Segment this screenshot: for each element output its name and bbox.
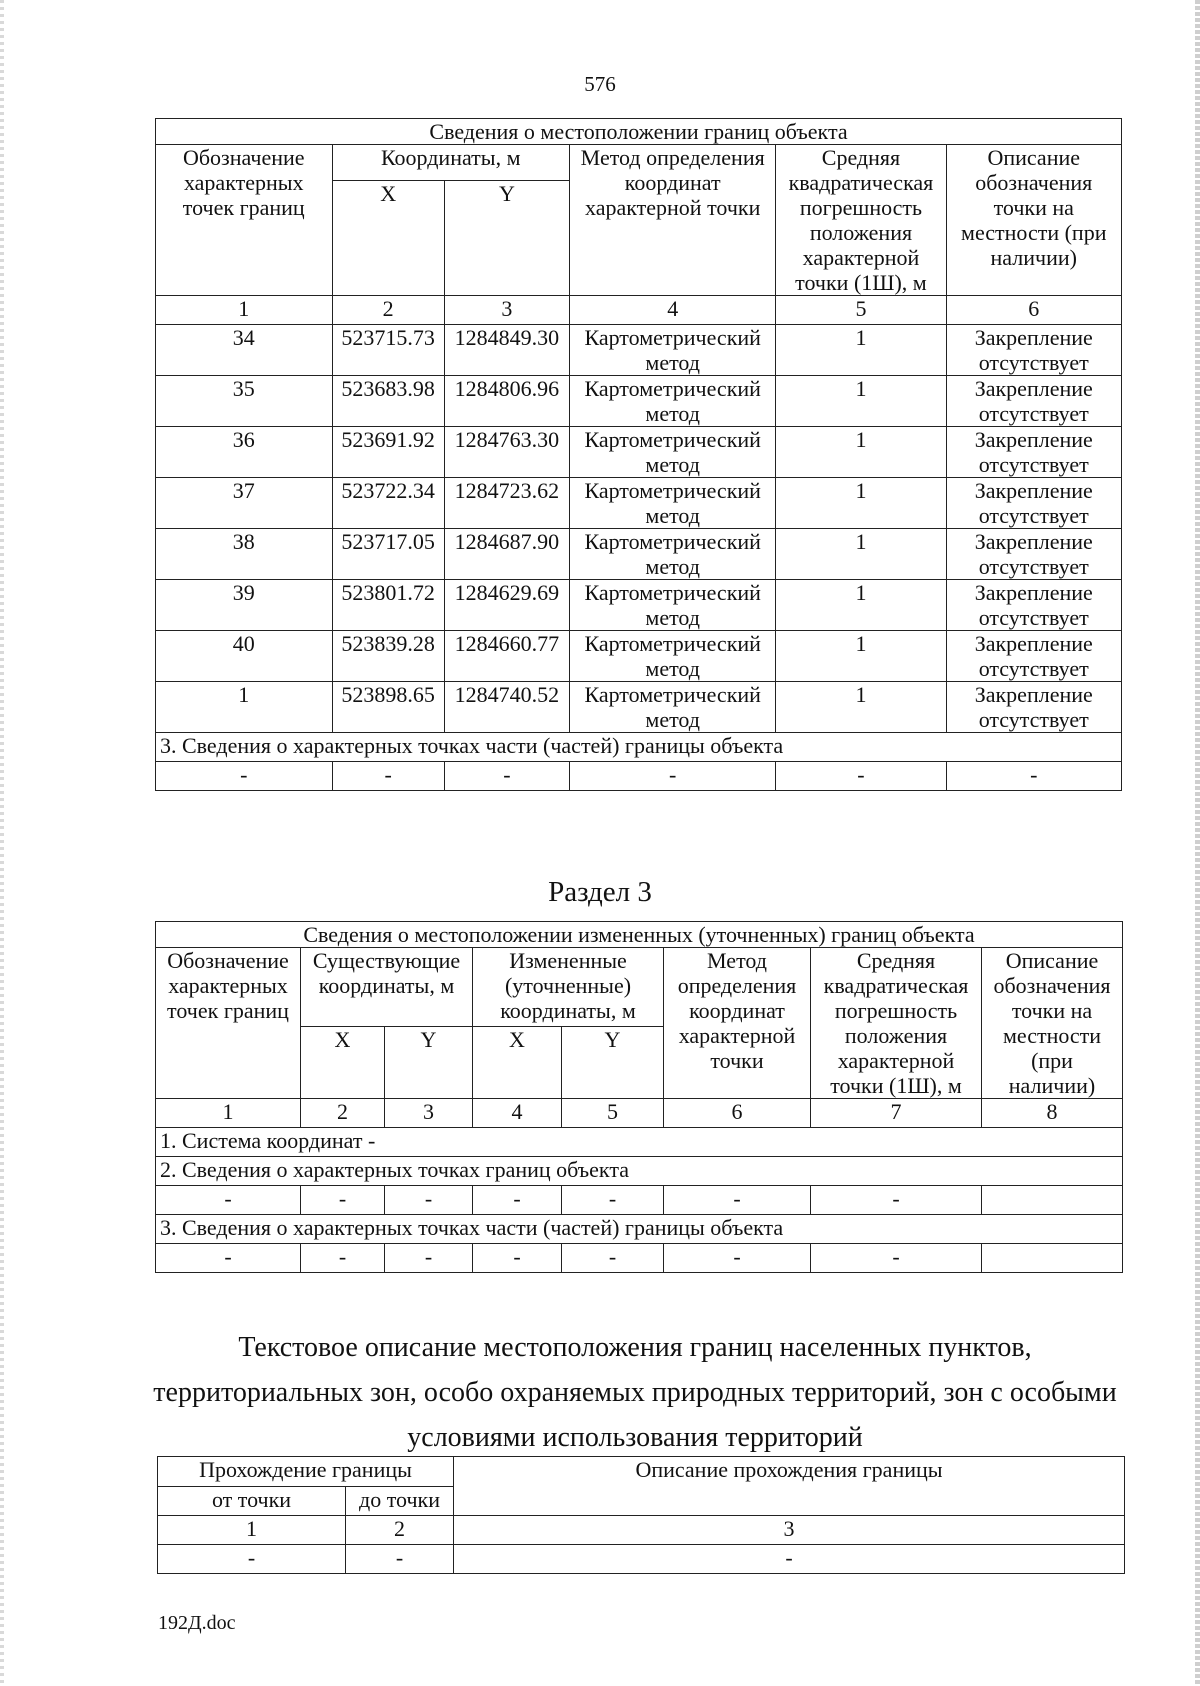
header-x: X <box>332 181 444 296</box>
point-id: 36 <box>156 427 333 478</box>
column-number: 4 <box>569 296 775 325</box>
method: Картометрический метод <box>569 631 775 682</box>
empty-cell: - <box>454 1545 1125 1574</box>
footer-filename: 192Д.doc <box>158 1612 236 1634</box>
empty-cell: - <box>385 1244 473 1273</box>
coord-x: 523717.05 <box>332 529 444 580</box>
column-number: 2 <box>301 1099 385 1128</box>
scan-edge-right <box>1195 0 1200 1686</box>
description: Закрепление отсутствует <box>946 529 1122 580</box>
point-id: 39 <box>156 580 333 631</box>
column-number: 3 <box>444 296 569 325</box>
point-id: 35 <box>156 376 333 427</box>
column-number: 4 <box>473 1099 562 1128</box>
empty-cell: - <box>346 1545 454 1574</box>
changed-boundary-table <box>155 921 1123 1273</box>
text-description-heading: Текстовое описание местоположения границ населенных пунктов, территориальных зон, особо охраняемых природных территорий, зон с особыми условиями использования территорий <box>153 1332 1117 1453</box>
coord-y: 1284629.69 <box>444 580 569 631</box>
table-row <box>156 325 1122 376</box>
coord-y: 1284660.77 <box>444 631 569 682</box>
coord-x: 523801.72 <box>332 580 444 631</box>
empty-cell: - <box>811 1186 982 1215</box>
empty-cell: - <box>156 1244 301 1273</box>
accuracy: 1 <box>776 325 946 376</box>
accuracy: 1 <box>776 478 946 529</box>
column-number: 5 <box>562 1099 664 1128</box>
coord-x: 523715.73 <box>332 325 444 376</box>
empty-cell <box>982 1244 1123 1273</box>
table-row <box>156 478 1122 529</box>
empty-cell: - <box>562 1186 664 1215</box>
header-y: Y <box>385 1027 473 1099</box>
coord-y: 1284740.52 <box>444 682 569 733</box>
scan-edge-left <box>0 0 4 1686</box>
column-number: 8 <box>982 1099 1123 1128</box>
coord-y: 1284763.30 <box>444 427 569 478</box>
part-section-label: 3. Сведения о характерных точках части (частей) границы объекта <box>156 1215 1123 1244</box>
header-y: Y <box>562 1027 664 1099</box>
column-number: 1 <box>156 296 333 325</box>
method: Картометрический метод <box>569 580 775 631</box>
description: Закрепление отсутствует <box>946 682 1122 733</box>
header-coords: Координаты, м <box>332 145 569 181</box>
empty-cell: - <box>664 1186 811 1215</box>
header-method: Метод определения координат характерной точки <box>569 145 775 296</box>
coord-x: 523898.65 <box>332 682 444 733</box>
header-accuracy: Средняя квадратическая погрешность положения характерной точки (1Ш), м <box>811 948 982 1099</box>
header-passage-description: Описание прохождения границы <box>454 1457 1125 1516</box>
accuracy: 1 <box>776 376 946 427</box>
part-section-label: 3. Сведения о характерных точках части (частей) границы объекта <box>156 733 1122 762</box>
header-changed-coords: Измененные (уточненные) координаты, м <box>473 948 664 1027</box>
point-id: 38 <box>156 529 333 580</box>
empty-cell: - <box>156 1186 301 1215</box>
coord-system-label: 1. Система координат - <box>156 1128 1123 1157</box>
header-description: Описание обозначения точки на местности (при наличии) <box>946 145 1122 296</box>
coord-y: 1284687.90 <box>444 529 569 580</box>
header-accuracy: Средняя квадратическая погрешность положения характерной точки (1Ш), м <box>776 145 946 296</box>
description: Закрепление отсутствует <box>946 376 1122 427</box>
method: Картометрический метод <box>569 478 775 529</box>
point-id: 1 <box>156 682 333 733</box>
column-number: 7 <box>811 1099 982 1128</box>
method: Картометрический метод <box>569 376 775 427</box>
header-method: Метод определения координат характерной точки <box>664 948 811 1099</box>
empty-cell: - <box>385 1186 473 1215</box>
empty-cell: - <box>158 1545 346 1574</box>
method: Картометрический метод <box>569 529 775 580</box>
description: Закрепление отсутствует <box>946 580 1122 631</box>
description: Закрепление отсутствует <box>946 631 1122 682</box>
column-number: 5 <box>776 296 946 325</box>
header-passage: Прохождение границы <box>158 1457 454 1487</box>
description: Закрепление отсутствует <box>946 478 1122 529</box>
header-y: Y <box>444 181 569 296</box>
empty-cell: - <box>332 762 444 791</box>
table-title: Сведения о местоположении границ объекта <box>156 119 1122 145</box>
coord-y: 1284806.96 <box>444 376 569 427</box>
accuracy: 1 <box>776 682 946 733</box>
column-number: 1 <box>156 1099 301 1128</box>
method: Картометрический метод <box>569 682 775 733</box>
empty-cell <box>982 1186 1123 1215</box>
empty-cell: - <box>444 762 569 791</box>
column-number: 3 <box>385 1099 473 1128</box>
empty-cell: - <box>811 1244 982 1273</box>
empty-cell: - <box>473 1244 562 1273</box>
coord-x: 523683.98 <box>332 376 444 427</box>
column-number: 1 <box>158 1516 346 1545</box>
point-id: 40 <box>156 631 333 682</box>
empty-cell: - <box>664 1244 811 1273</box>
empty-cell: - <box>301 1244 385 1273</box>
table-title: Сведения о местоположении измененных (уточненных) границ объекта <box>156 922 1123 948</box>
header-description: Описание обозначения точки на местности (при наличии) <box>982 948 1123 1099</box>
header-to-point: до точки <box>346 1487 454 1516</box>
header-point: Обозначение характерных точек границ <box>156 948 301 1099</box>
method: Картометрический метод <box>569 427 775 478</box>
table-row <box>156 580 1122 631</box>
table-row <box>156 427 1122 478</box>
empty-cell: - <box>946 762 1122 791</box>
point-id: 34 <box>156 325 333 376</box>
coord-x: 523691.92 <box>332 427 444 478</box>
coord-y: 1284849.30 <box>444 325 569 376</box>
empty-cell: - <box>776 762 946 791</box>
column-number: 3 <box>454 1516 1125 1545</box>
column-number: 2 <box>332 296 444 325</box>
coord-y: 1284723.62 <box>444 478 569 529</box>
header-point: Обозначение характерных точек границ <box>156 145 333 296</box>
table-row <box>156 682 1122 733</box>
header-existing-coords: Существующие координаты, м <box>301 948 473 1027</box>
empty-cell: - <box>156 762 333 791</box>
page-number: 576 <box>584 72 616 96</box>
empty-cell: - <box>562 1244 664 1273</box>
table-row <box>156 376 1122 427</box>
method: Картометрический метод <box>569 325 775 376</box>
section-title: Раздел 3 <box>548 876 652 908</box>
accuracy: 1 <box>776 529 946 580</box>
description: Закрепление отсутствует <box>946 427 1122 478</box>
points-section-label: 2. Сведения о характерных точках границ объекта <box>156 1157 1123 1186</box>
coord-x: 523722.34 <box>332 478 444 529</box>
point-id: 37 <box>156 478 333 529</box>
accuracy: 1 <box>776 427 946 478</box>
boundary-passage-table <box>157 1456 1125 1574</box>
column-number: 6 <box>946 296 1122 325</box>
header-x: X <box>473 1027 562 1099</box>
coord-x: 523839.28 <box>332 631 444 682</box>
empty-cell: - <box>301 1186 385 1215</box>
header-from-point: от точки <box>158 1487 346 1516</box>
empty-cell: - <box>473 1186 562 1215</box>
description: Закрепление отсутствует <box>946 325 1122 376</box>
column-number: 2 <box>346 1516 454 1545</box>
accuracy: 1 <box>776 631 946 682</box>
empty-cell: - <box>569 762 775 791</box>
column-number: 6 <box>664 1099 811 1128</box>
header-x: X <box>301 1027 385 1099</box>
boundary-location-table <box>155 118 1122 791</box>
accuracy: 1 <box>776 580 946 631</box>
table-row <box>156 529 1122 580</box>
table-row <box>156 631 1122 682</box>
